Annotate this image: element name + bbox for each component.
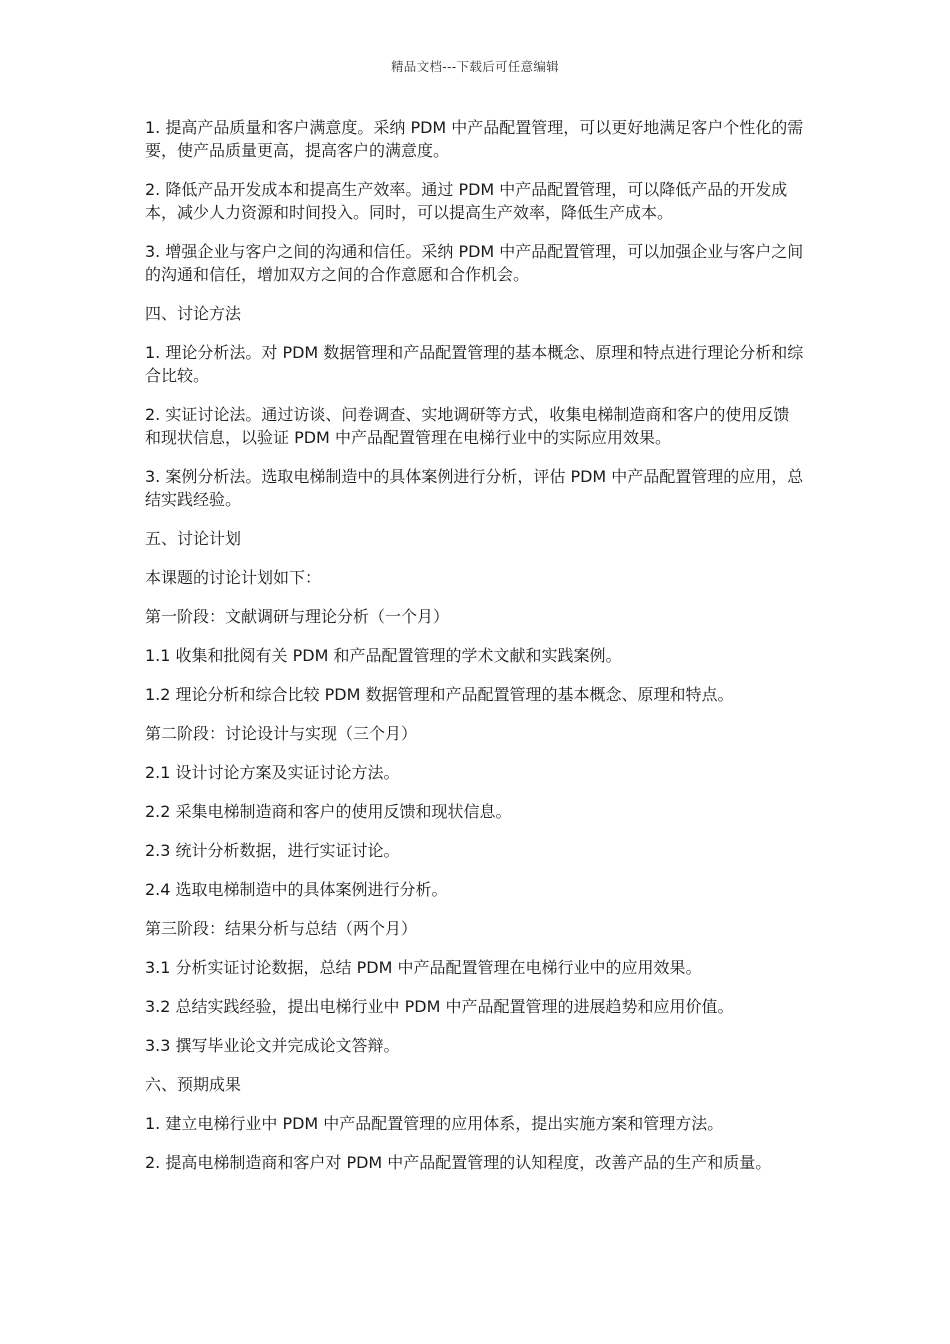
- paragraph-benefit-1: 1. 提高产品质量和客户满意度。采纳 PDM 中产品配置管理，可以更好地满足客户个性化的需要，使产品质量更高，提高客户的满意度。: [145, 118, 804, 160]
- plan-item-1-2: 1.2 理论分析和综合比较 PDM 数据管理和产品配置管理的基本概念、原理和特点。: [145, 685, 734, 704]
- paragraph-method-2: 2. 实证讨论法。通过访谈、问卷调查、实地调研等方式，收集电梯制造商和客户的使用反馈和现状信息，以验证 PDM 中产品配置管理在电梯行业中的实际应用效果。: [145, 405, 790, 447]
- phase-heading-1: 第一阶段：文献调研与理论分析（一个月）: [145, 607, 450, 626]
- section-heading-methods: 四、讨论方法: [145, 304, 242, 323]
- paragraph-outcome-2: 2. 提高电梯制造商和客户对 PDM 中产品配置管理的认知程度，改善产品的生产和质量。: [145, 1153, 772, 1172]
- paragraph-method-3: 3. 案例分析法。选取电梯制造中的具体案例进行分析，评估 PDM 中产品配置管理的应用，总结实践经验。: [145, 467, 804, 509]
- paragraph-outcome-1: 1. 建立电梯行业中 PDM 中产品配置管理的应用体系，提出实施方案和管理方法。: [145, 1114, 724, 1133]
- page-header: 精品文档---下载后可任意编辑: [390, 59, 560, 74]
- plan-item-2-1: 2.1 设计讨论方案及实证讨论方法。: [145, 763, 400, 782]
- section-heading-outcomes: 六、预期成果: [145, 1075, 242, 1094]
- section-heading-plan: 五、讨论计划: [145, 529, 242, 548]
- plan-item-2-4: 2.4 选取电梯制造中的具体案例进行分析。: [145, 880, 448, 899]
- plan-item-3-1: 3.1 分析实证讨论数据，总结 PDM 中产品配置管理在电梯行业中的应用效果。: [145, 958, 702, 977]
- paragraph-method-1: 1. 理论分析法。对 PDM 数据管理和产品配置管理的基本概念、原理和特点进行理论分析和综合比较。: [145, 343, 804, 385]
- document-body: [145, 116, 805, 1190]
- paragraph-plan-intro: 本课题的讨论计划如下：: [145, 568, 322, 587]
- plan-item-3-3: 3.3 撰写毕业论文并完成论文答辩。: [145, 1036, 400, 1055]
- phase-heading-3: 第三阶段：结果分析与总结（两个月）: [145, 919, 418, 938]
- paragraph-benefit-3: 3. 增强企业与客户之间的沟通和信任。采纳 PDM 中产品配置管理，可以加强企业与客户之间的沟通和信任，增加双方之间的合作意愿和合作机会。: [145, 242, 804, 284]
- plan-item-2-3: 2.3 统计分析数据，进行实证讨论。: [145, 841, 400, 860]
- plan-item-3-2: 3.2 总结实践经验，提出电梯行业中 PDM 中产品配置管理的进展趋势和应用价值。: [145, 997, 734, 1016]
- paragraph-benefit-2: 2. 降低产品开发成本和提高生产效率。通过 PDM 中产品配置管理，可以降低产品的开发成本，减少人力资源和时间投入。同时，可以提高生产效率，降低生产成本。: [145, 180, 788, 222]
- plan-item-2-2: 2.2 采集电梯制造商和客户的使用反馈和现状信息。: [145, 802, 512, 821]
- plan-item-1-1: 1.1 收集和批阅有关 PDM 和产品配置管理的学术文献和实践案例。: [145, 646, 622, 665]
- phase-heading-2: 第二阶段：讨论设计与实现（三个月）: [145, 724, 418, 743]
